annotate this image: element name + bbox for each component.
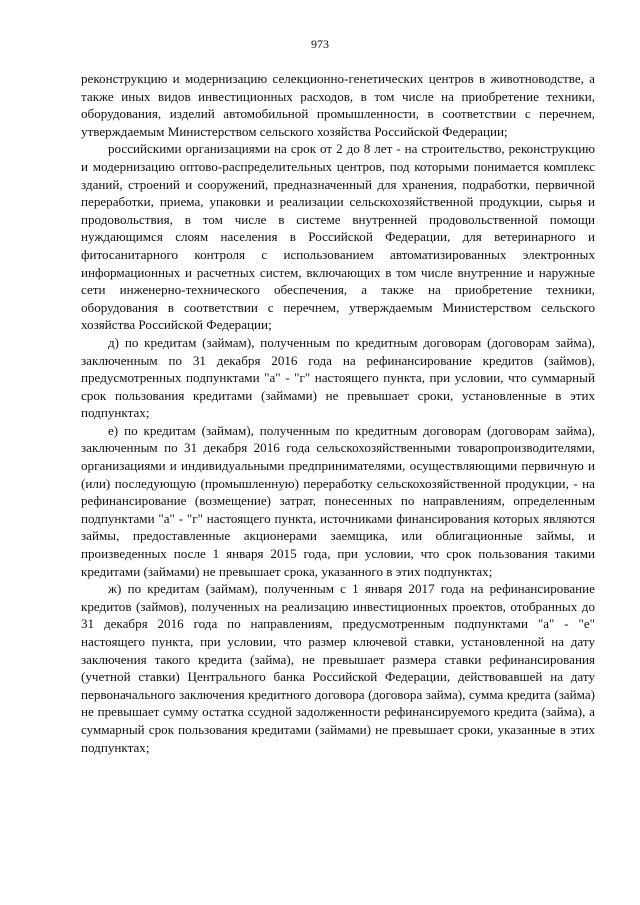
document-body: [81, 70, 595, 756]
paragraph-item-e: е) по кредитам (займам), полученным по кредитным договорам (договорам займа), заключенным по 31 декабря 2016 года сельскохозяйственными товаропроизводителями, организациями и индивидуальными предпринимателями, осуществляющими первичную и (или) последующую (промышленную) переработку сельскохозяйственной продукции, - на рефинансирование (возмещение) затрат, понесенных по направлениям, определенным подпунктами "а" - "г" настоящего пункта, источниками финансирования которых являются займы, предоставленные акционерами заемщика, или облигационные займы, и произведенных после 1 января 2015 года, при условии, что срок пользования такими кредитами (займами) не превышает срока, указанного в этих подпунктах;: [81, 422, 595, 579]
page-number: 973: [311, 37, 329, 51]
paragraph-item-d: д) по кредитам (займам), полученным по кредитным договорам (договорам займа), заключенным по 31 декабря 2016 года на рефинансирование кредитов (займов), предусмотренных подпунктами "а" - "г" настоящего пункта, при условии, что суммарный срок пользования кредитами (займами) не превышает сроки, установленные в этих подпунктах;: [81, 334, 595, 421]
paragraph-item-zh: ж) по кредитам (займам), полученным с 1 января 2017 года на рефинансирование кредитов (займов), полученных на реализацию инвестиционных проектов, отобранных до 31 декабря 2016 года по направлениям, предусмотренным подпунктами "а" - "е" настоящего пункта, при условии, что размер ключевой ставки, установленной на дату заключения такого кредита (займа), не превышает размера ставки рефинансирования (учетной ставки) Центрального банка Российской Федерации, действовавшей на дату первоначального заключения кредитного договора (договора займа), сумма кредита (займа) не превышает сумму остатка ссудной задолженности рефинансируемого кредита (займа), а суммарный срок пользования кредитами (займами) не превышает сроки, указанные в этих подпунктах;: [81, 581, 595, 755]
paragraph-wholesale-centers: российскими организациями на срок от 2 до 8 лет - на строительство, реконструкцию и модернизацию оптово-распределительных центров, под которыми понимается комплекс зданий, строений и сооружений, предназначенный для хранения, подработки, первичной переработки, приема, упаковки и реализации сельскохозяйственной продукции, сырья и продовольствия, в том числе в системе внутренней продовольственной помощи нуждающимся слоям населения в Российской Федерации, для ветеринарного и фитосанитарного контроля с использованием автоматизированных электронных информационных и расчетных систем, включающих в том числе внутренние и наружные сети инженерно-технического обеспечения, а также на приобретение техники, оборудования в соответствии с перечнем, утверждаемым Министерством сельского хозяйства Российской Федерации;: [81, 141, 595, 333]
paragraph-continuation: реконструкцию и модернизацию селекционно-генетических центров в животноводстве, а также иных видов инвестиционных расходов, в том числе на приобретение техники, оборудования, изделий автомобильной промышленности, в соответствии с перечнем, утверждаемым Министерством сельского хозяйства Российской Федерации;: [81, 71, 595, 139]
